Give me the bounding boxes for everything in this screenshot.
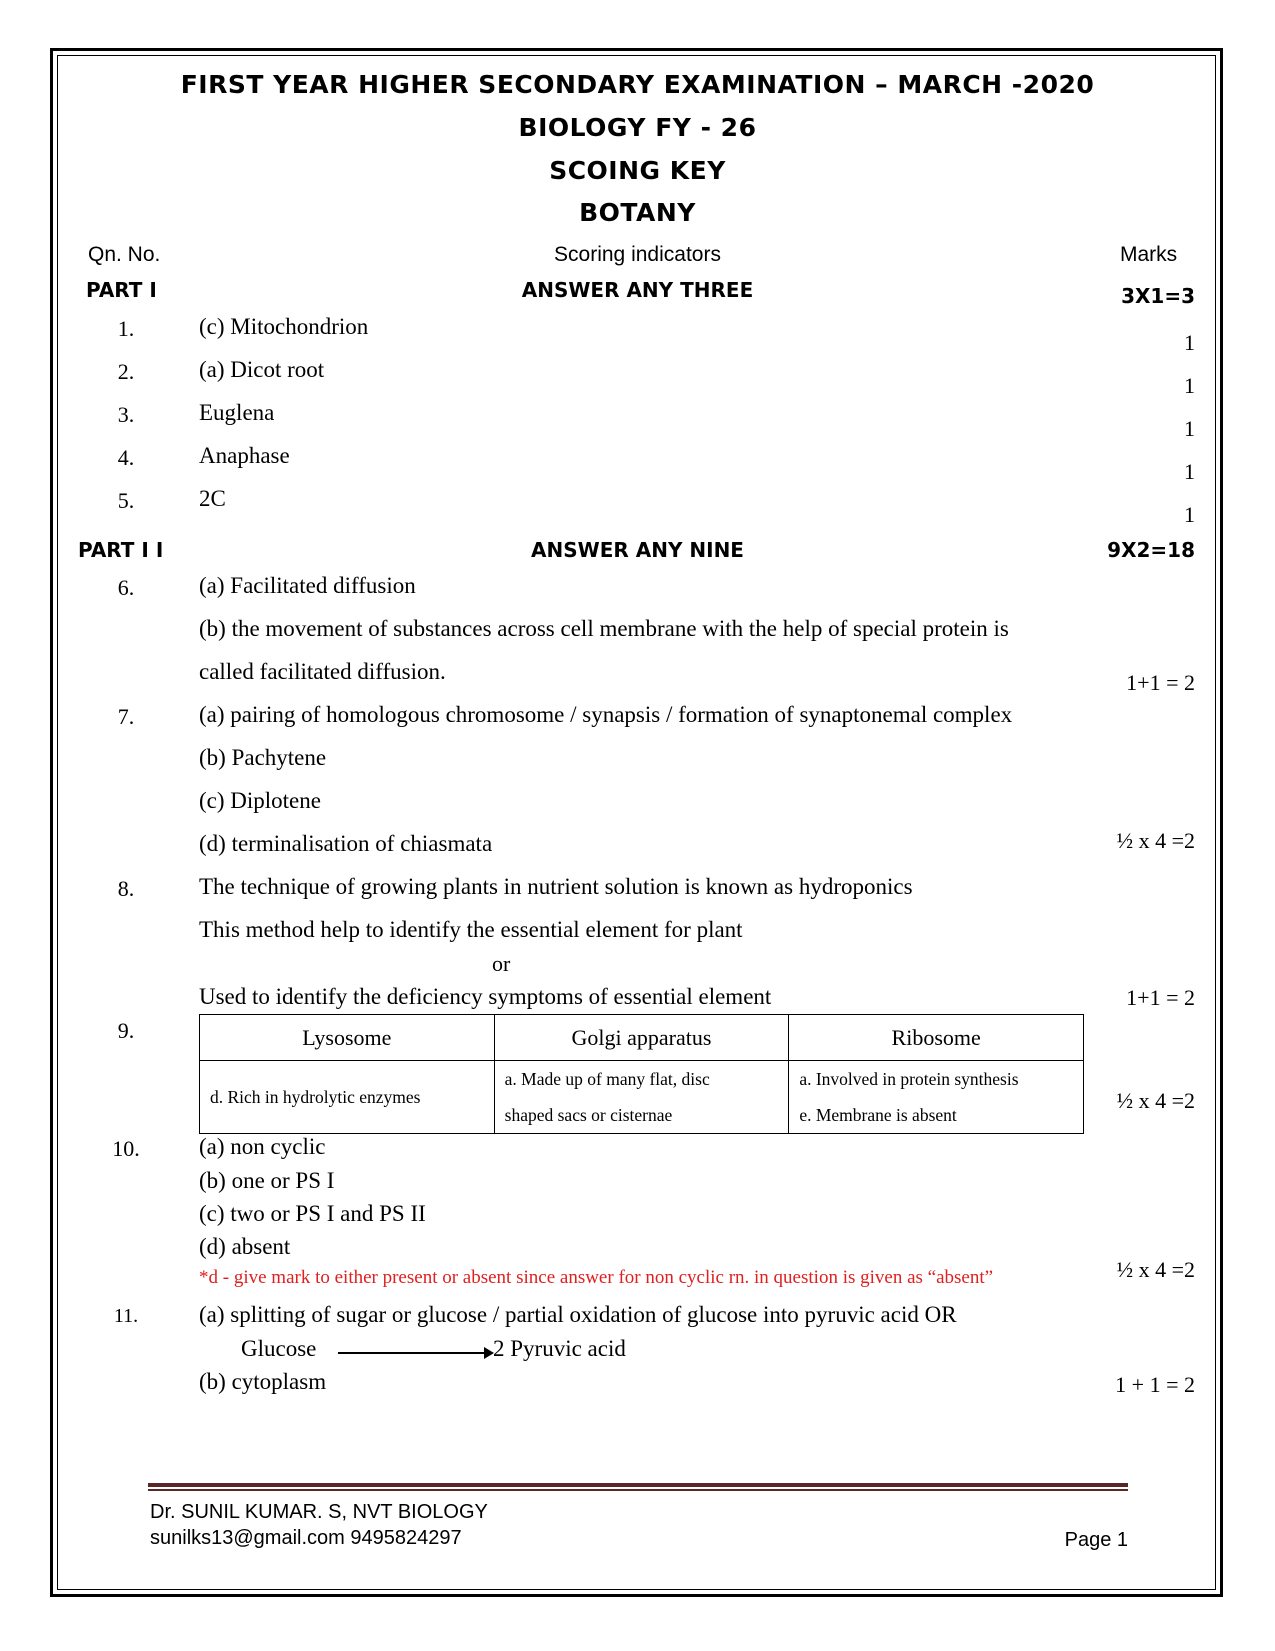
table-header-golgi: Golgi apparatus (494, 1015, 789, 1061)
table-header-lysosome: Lysosome (200, 1015, 495, 1061)
reaction-arrow-icon (338, 1352, 486, 1354)
answer-text: (a) Dicot root (199, 357, 325, 382)
or-text: or (492, 951, 511, 976)
answer-text: (d) terminalisation of chiasmata (199, 831, 493, 856)
question-number: 1. (117, 316, 135, 341)
footer-author: Dr. SUNIL KUMAR. S, NVT BIOLOGY (150, 1501, 488, 1523)
answer-text: Anaphase (199, 443, 290, 468)
table-cell-golgi (494, 1061, 789, 1134)
answer-text: Used to identify the deficiency symptoms of essential element (199, 984, 772, 1009)
footer-rule-thick (148, 1483, 1128, 1487)
table-cell-lysosome (200, 1061, 495, 1134)
answer-text: Euglena (199, 400, 275, 425)
answer-text: (a) pairing of homologous chromosome / synapsis / formation of synaptonemal complex (199, 702, 1013, 727)
page-number: Page 1 (1064, 1529, 1128, 1551)
marking-note: *d - give mark to either present or absent since answer for non cyclic rn. in question is given as “absent” (199, 1267, 994, 1288)
answer-text: (c) Diplotene (199, 788, 321, 813)
footer-contact: sunilks13@gmail.com 9495824297 (150, 1527, 462, 1549)
answer-text: (b) cytoplasm (199, 1369, 327, 1394)
part1-label: PART I (86, 278, 157, 302)
subject-title: BIOLOGY FY - 26 (518, 113, 757, 142)
mark-value: ½ x 4 =2 (1116, 1088, 1195, 1113)
answer-text: (c) Mitochondrion (199, 314, 369, 339)
question-number: 3. (117, 402, 135, 427)
footer-rule-thin (148, 1489, 1128, 1491)
table-header-ribosome: Ribosome (789, 1015, 1084, 1061)
exam-title: FIRST YEAR HIGHER SECONDARY EXAMINATION – MARCH -2020 (180, 70, 1095, 99)
mark-value: ½ x 4 =2 (1116, 828, 1195, 853)
mark-value: 1+1 = 2 (1126, 985, 1195, 1010)
cell-text: shaped sacs or cisternae (504, 1105, 673, 1125)
answer-text: (d) absent (199, 1234, 291, 1259)
part2-total: 9X2=18 (1107, 538, 1195, 562)
part1-instruction: ANSWER ANY THREE (521, 278, 754, 302)
question-number: 7. (117, 704, 135, 729)
answer-text: (a) Facilitated diffusion (199, 573, 416, 598)
answer-text: The technique of growing plants in nutrient solution is known as hydroponics (199, 874, 913, 899)
answer-text: (a) splitting of sugar or glucose / partial oxidation of glucose into pyruvic acid OR (199, 1302, 957, 1327)
scoring-key-title: SCOING KEY (549, 156, 726, 185)
answer-text: 2C (199, 486, 226, 511)
cell-organelle-table (199, 1014, 1084, 1134)
part1-total: 3X1=3 (1121, 284, 1195, 308)
answer-text: This method help to identify the essential element for plant (199, 917, 743, 942)
part2-instruction: ANSWER ANY NINE (531, 538, 744, 562)
table-cell-ribosome (789, 1061, 1084, 1134)
equation-reactant: Glucose (241, 1336, 317, 1361)
equation-product: 2 Pyruvic acid (493, 1336, 626, 1361)
column-marks: Marks (1120, 243, 1178, 266)
cell-text: a. Made up of many flat, disc (504, 1069, 710, 1089)
answer-text: (b) the movement of substances across cell membrane with the help of special protein is (199, 616, 1009, 641)
column-qn-no: Qn. No. (88, 243, 161, 266)
mark-value: 1 (1184, 330, 1195, 355)
cell-text: d. Rich in hydrolytic enzymes (210, 1087, 421, 1107)
question-number: 8. (117, 876, 135, 901)
part2-label: PART I I (78, 538, 164, 562)
answer-text: (a) non cyclic (199, 1134, 326, 1159)
answer-text: (c) two or PS I and PS II (199, 1201, 426, 1226)
section-title: BOTANY (579, 198, 696, 227)
question-number: 11. (113, 1305, 139, 1327)
question-number: 4. (117, 445, 135, 470)
question-number: 2. (117, 359, 135, 384)
answer-text: (b) one or PS I (199, 1168, 335, 1193)
question-number: 10. (112, 1136, 140, 1161)
question-number: 6. (117, 575, 135, 600)
question-number: 5. (117, 488, 135, 513)
mark-value: 1 + 1 = 2 (1115, 1372, 1195, 1397)
cell-text: a. Involved in protein synthesis (799, 1069, 1019, 1089)
mark-value: 1 (1184, 459, 1195, 484)
mark-value: 1+1 = 2 (1126, 670, 1195, 695)
mark-value: 1 (1184, 373, 1195, 398)
column-scoring-indicators: Scoring indicators (554, 243, 721, 266)
question-number: 9. (117, 1018, 135, 1043)
mark-value: 1 (1184, 416, 1195, 441)
mark-value: 1 (1184, 502, 1195, 527)
answer-text: (b) Pachytene (199, 745, 327, 770)
answer-text: called facilitated diffusion. (199, 659, 446, 684)
cell-text: e. Membrane is absent (799, 1105, 957, 1125)
mark-value: ½ x 4 =2 (1116, 1257, 1195, 1282)
